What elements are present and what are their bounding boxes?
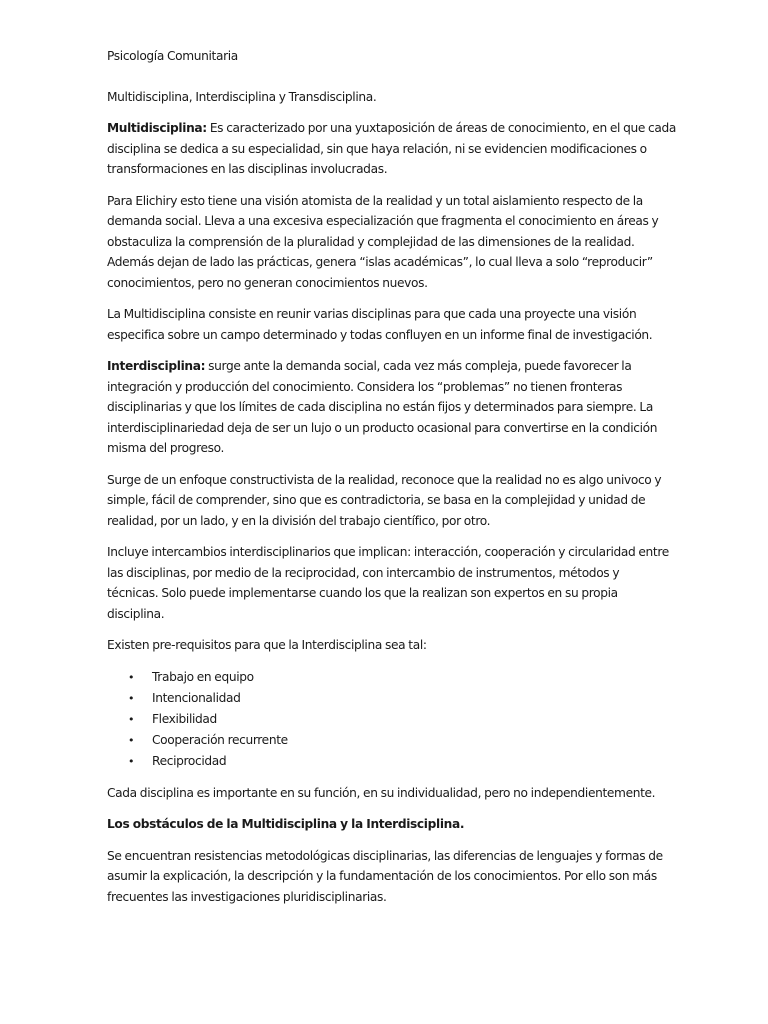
bullet-icon: • (128, 691, 135, 705)
document-page (107, 46, 676, 918)
term-interdisciplina: Interdisciplina: (107, 359, 206, 373)
paragraph-elichiry: Para Elichiry esto tiene una visión atomista de la realidad y un total aislamiento respecto de la demanda social. Lleva a una excesiva especialización que fragmenta el conocimiento en áreas y obstaculiza la comprensión de la pluralidad y complejidad de las dimensiones de la realidad. Además dejan de lado las prácticas, genera “islas académicas”, lo cual lleva a solo “reproducir” conocimientos, pero no generan conocimientos nuevos. (107, 193, 659, 290)
bullet-icon: • (128, 670, 135, 684)
list-item: • Reciprocidad (107, 751, 662, 772)
bullet-icon: • (128, 754, 135, 768)
document-header: Psicología Comunitaria (107, 49, 238, 63)
paragraph-enfoque-constructivista: Surge de un enfoque constructivista de la realidad, reconoce que la realidad no es algo univoco y simple, fácil de comprender, sino que es contradictoria, se basa en la complejidad y unidad de realidad, por un lado, y en la división del trabajo científico, por otro. (107, 472, 662, 528)
paragraph-multidisciplina: Multidisciplina: Es caracterizado por una yuxtaposición de áreas de conocimiento, en el que cada disciplina se dedica a su especialidad, sin que haya relación, ni se evidencien modificaciones o transformaciones en las disciplinas involucradas. (107, 121, 676, 176)
list-item: • Cooperación recurrente (107, 730, 662, 751)
bullet-icon: • (128, 733, 135, 747)
document-title: Multidisciplina, Interdisciplina y Transdisciplina. (107, 89, 377, 104)
list-item: • Intencionalidad (107, 688, 662, 709)
paragraph-prerequisitos: Existen pre-requisitos para que la Interdisciplina sea tal: (107, 638, 427, 652)
paragraph-intercambios: Incluye intercambios interdisciplinarios que implican: interacción, cooperación y circularidad entre las disciplinas, por medio de la reciprocidad, con intercambio de instrumentos, métodos y técnicas. Solo puede implementarse cuando los que la realizan son expertos en su propia disciplina. (107, 545, 669, 621)
paragraph-resistencias: Se encuentran resistencias metodológicas disciplinarias, las diferencias de lenguajes y formas de asumir la explicación, la descripción y la fundamentación de los conocimientos. Por ello son más frecuentes las investigaciones pluridisciplinarias. (107, 848, 663, 904)
list-item: • Flexibilidad (107, 709, 662, 730)
bullet-icon: • (128, 712, 135, 726)
section-heading-obstaculos: Los obstáculos de la Multidisciplina y la Interdisciplina. (107, 817, 465, 831)
list-item: • Trabajo en equipo (107, 667, 662, 688)
paragraph-cada-disciplina: Cada disciplina es importante en su función, en su individualidad, pero no independientemente. (107, 785, 656, 800)
prerequisites-list (107, 667, 662, 772)
term-multidisciplina: Multidisciplina: (107, 121, 207, 135)
paragraph-multidisciplina-consiste: La Multidisciplina consiste en reunir varias disciplinas para que cada una proyecte una visión especifica sobre un campo determinado y todas confluyen en un informe final de investigación. (107, 307, 653, 342)
paragraph-interdisciplina: Interdisciplina: surge ante la demanda social, cada vez más compleja, puede favorecer la integración y producción del conocimiento. Considera los “problemas” no tienen fronteras disciplinarias y que los límites de cada disciplina no están fijos y determinados para siempre. La interdisciplinariedad deja de ser un lujo o un producto ocasional para convertirse en la condición misma del progreso. (107, 359, 658, 455)
